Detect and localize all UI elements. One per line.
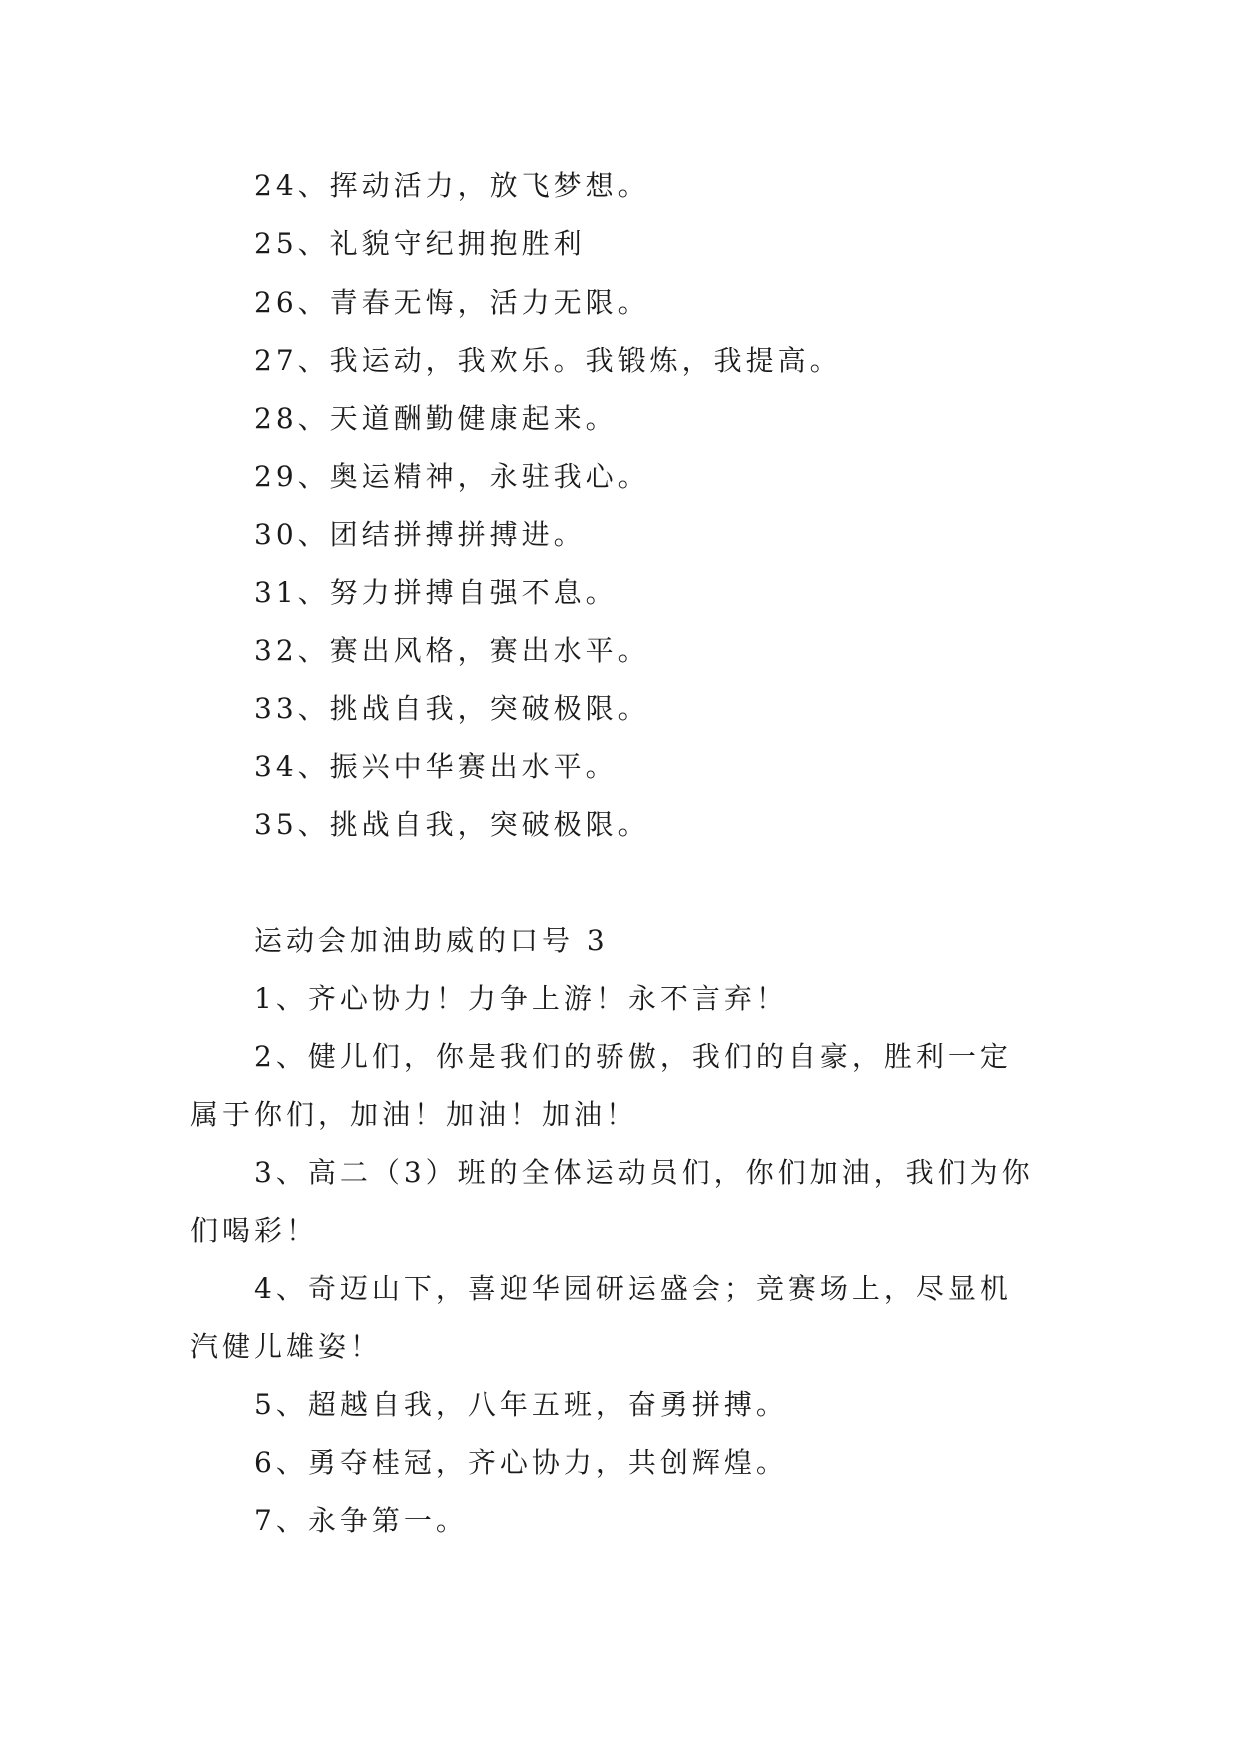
list-item-continuation: 属于你们，加油！加油！加油！ [190,1098,639,1131]
list-item-continuation: 汽健儿雄姿！ [190,1330,383,1363]
list-item: 5、超越自我，八年五班，奋勇拼搏。 [254,1388,788,1421]
list-item: 7、永争第一。 [254,1504,468,1537]
list-item: 3、高二（3）班的全体运动员们，你们加油，我们为你 [254,1156,1034,1189]
list-item: 33、挑战自我，突破极限。 [254,692,650,725]
list-item: 26、青春无悔，活力无限。 [254,286,650,319]
list-item: 25、礼貌守纪拥抱胜利 [254,227,586,260]
list-item: 30、团结拼搏拼搏进。 [254,518,586,551]
list-item: 27、我运动，我欢乐。我锻炼，我提高。 [254,344,842,377]
list-item: 32、赛出风格，赛出水平。 [254,634,650,667]
list-item-continuation: 们喝彩！ [190,1214,319,1247]
list-item: 1、齐心协力！力争上游！永不言弃！ [254,982,788,1015]
section-heading: 运动会加油助威的口号 3 [254,924,609,957]
list-item: 29、奥运精神，永驻我心。 [254,460,650,493]
list-item: 24、挥动活力，放飞梦想。 [254,169,650,202]
list-item: 6、勇夺桂冠，齐心协力，共创辉煌。 [254,1446,788,1479]
list-item: 35、挑战自我，突破极限。 [254,808,650,841]
list-item: 2、健儿们，你是我们的骄傲，我们的自豪，胜利一定 [254,1040,1012,1073]
list-item: 34、振兴中华赛出水平。 [254,750,618,783]
list-item: 4、奇迈山下，喜迎华园研运盛会；竞赛场上，尽显机 [254,1272,1012,1305]
list-item: 28、天道酬勤健康起来。 [254,402,618,435]
list-item: 31、努力拼搏自强不息。 [254,576,618,609]
